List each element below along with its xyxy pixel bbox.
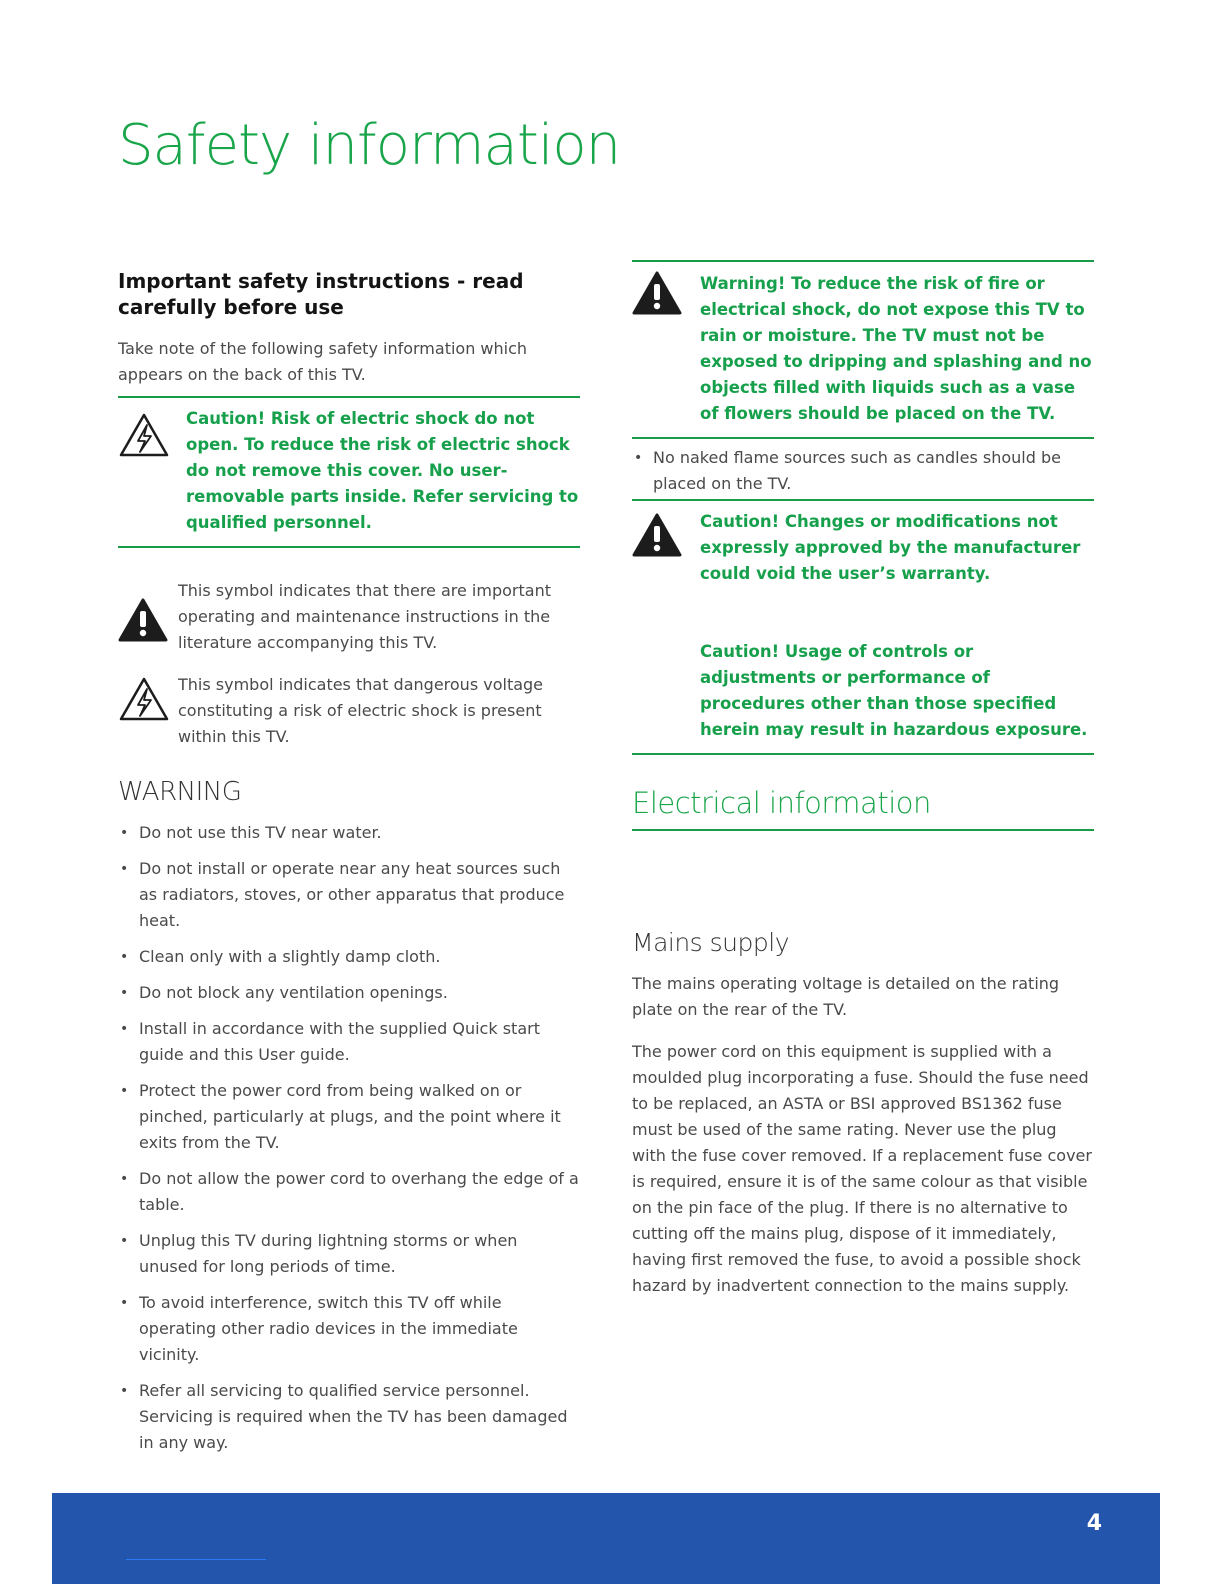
electric-shock-icon <box>118 406 186 462</box>
list-item: • Do not install or operate near any heat sources such as radiators, stoves, or other apparatus that produce heat. <box>118 856 580 934</box>
mains-supply-heading: Mains supply <box>632 928 790 957</box>
list-item: • Refer all servicing to qualified service personnel. Servicing is required when the TV has been damaged in any way. <box>118 1378 580 1456</box>
warning-heading: WARNING <box>118 777 242 807</box>
list-item: • Do not block any ventilation openings. <box>118 980 580 1006</box>
left-column <box>118 268 580 1466</box>
mains-paragraph-1: The mains operating voltage is detailed on the rating plate on the rear of the TV. <box>632 974 1060 1019</box>
caution-controls-text: Caution! Usage of controls or adjustments or performance of procedures other than those specified herein may result in hazardous exposure. <box>700 642 1088 739</box>
fire-shock-warning-box <box>632 260 1094 439</box>
intro-text: Take note of the following safety information which appears on the back of this TV. <box>118 339 528 384</box>
caution-controls-row <box>632 639 1094 753</box>
caution-changes-row <box>632 501 1094 587</box>
mains-paragraph-2: The power cord on this equipment is supplied with a moulded plug incorporating a fuse. Should the fuse need to be replaced, an ASTA or BSI approved BS1362 fuse must be used of the same rating. Never use the plug with the fuse cover removed. If a replacement fuse cover is required, ensure it is of the same colour as that visible on the pin face of the plug. If there is no alternative to cutting off the mains plug, dispose of it immediately, having first removed the fuse, to avoid a possible shock hazard by inadvertent connection to the mains supply. <box>632 1042 1092 1295</box>
footer-link-underline[interactable] <box>126 1559 266 1560</box>
exclamation-warning-icon <box>632 509 700 561</box>
important-instructions-heading: Important safety instructions - read carefully before use <box>118 269 524 319</box>
list-item: • Do not allow the power cord to overhang the edge of a table. <box>118 1166 580 1218</box>
voltage-symbol-row <box>118 672 580 750</box>
warning-list <box>118 820 580 1456</box>
naked-flame-list <box>632 445 1094 497</box>
important-symbol-text: This symbol indicates that there are important operating and maintenance instructions in the literature accompanying this TV. <box>178 581 551 652</box>
page-number: 4 <box>1086 1511 1102 1536</box>
exclamation-warning-icon <box>632 271 700 319</box>
right-column <box>632 260 1094 1299</box>
list-item: • Unplug this TV during lightning storms or when unused for long periods of time. <box>118 1228 580 1280</box>
list-item: • To avoid interference, switch this TV off while operating other radio devices in the immediate vicinity. <box>118 1290 580 1368</box>
footer-bar <box>52 1493 1160 1584</box>
voltage-symbol-text: This symbol indicates that dangerous voltage constituting a risk of electric shock is present within this TV. <box>178 675 544 746</box>
page-title: Safety information <box>118 113 621 178</box>
list-item: • Clean only with a slightly damp cloth. <box>118 944 580 970</box>
electric-shock-caution-text: Caution! Risk of electric shock do not open. To reduce the risk of electric shock do not remove this cover. No user-removable parts inside. Refer servicing to qualified personnel. <box>186 409 579 532</box>
list-item: • Install in accordance with the supplied Quick start guide and this User guide. <box>118 1016 580 1068</box>
important-symbol-row <box>118 578 580 656</box>
lightning-voltage-icon <box>118 672 178 726</box>
electric-shock-caution-box <box>118 396 580 548</box>
caution-changes-text: Caution! Changes or modifications not expressly approved by the manufacturer could void the user’s warranty. <box>700 512 1081 583</box>
list-item: • No naked flame sources such as candles should be placed on the TV. <box>632 445 1094 497</box>
list-item: • Do not use this TV near water. <box>118 820 580 846</box>
list-item: • Protect the power cord from being walked on or pinched, particularly at plugs, and the point where it exits from the TV. <box>118 1078 580 1156</box>
electrical-information-heading: Electrical information <box>632 786 931 820</box>
exclamation-warning-icon <box>118 578 178 646</box>
fire-shock-warning-text: Warning! To reduce the risk of fire or electrical shock, do not expose this TV to rain or moisture. The TV must not be exposed to dripping and splashing and no objects filled with liquids such as a vase of flowers should be placed on the TV. <box>700 274 1092 423</box>
